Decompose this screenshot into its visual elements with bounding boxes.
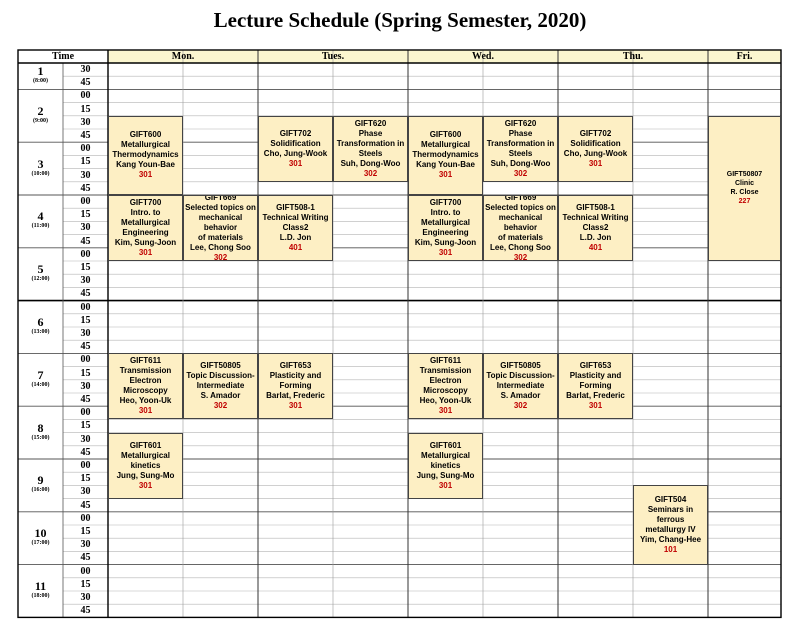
- course-block[interactable]: [258, 116, 333, 182]
- day-header-2: Wed.: [472, 51, 494, 62]
- course-block[interactable]: [108, 195, 183, 261]
- course-code: GIFT700: [429, 198, 462, 207]
- minute-label: 45: [80, 182, 91, 194]
- course-line: Topic Discussion-: [186, 371, 255, 381]
- hour-time: (15:00): [31, 434, 50, 441]
- minute-label: 15: [80, 262, 91, 273]
- minute-label: 15: [80, 314, 91, 326]
- hour-time: (11:00): [31, 223, 50, 230]
- course-line: Phase: [508, 128, 533, 138]
- course-block[interactable]: [483, 116, 558, 182]
- course-line: Suh, Dong-Woo: [490, 158, 551, 168]
- hour-time: (18:00): [31, 593, 50, 599]
- course-line: Clinic: [734, 180, 755, 188]
- course-line: Plasticity and: [269, 371, 322, 381]
- course-line: Cho, Jung-Wook: [263, 148, 328, 158]
- day-header-4: Fri.: [736, 51, 753, 62]
- course-line: Cho, Jung-Wook: [563, 148, 628, 158]
- course-line: Jung, Sung-Mo: [416, 470, 475, 480]
- course-line: S. Amador: [500, 391, 541, 401]
- course-code: GIFT700: [129, 198, 162, 207]
- course-line: Barlat, Frederic: [266, 391, 325, 401]
- minute-label: 30: [80, 275, 91, 287]
- minute-label: 30: [80, 328, 91, 339]
- course-line: metallurgy IV: [645, 524, 696, 534]
- course-line: Electron Microscopy: [423, 376, 468, 396]
- minute-label: 45: [80, 552, 91, 564]
- hour-number: 3: [37, 156, 44, 171]
- hour-label: [18, 369, 63, 389]
- course-code: GIFT601: [429, 440, 462, 450]
- minute-label: 45: [80, 394, 91, 405]
- course-room: 101: [663, 544, 678, 554]
- minute-label: 00: [80, 248, 91, 260]
- course-line: Selected topics on: [185, 203, 256, 212]
- minute-label: 30: [80, 539, 91, 551]
- day-header-3: Thu.: [622, 51, 644, 62]
- hour-number: 9: [37, 473, 44, 488]
- minute-label: 00: [80, 512, 91, 524]
- course-room: 301: [438, 480, 453, 490]
- hour-number: 11: [34, 579, 47, 593]
- minute-label: 45: [80, 605, 91, 617]
- hour-label: [18, 158, 63, 178]
- course-room: 227: [738, 198, 751, 206]
- minute-label: 15: [80, 209, 91, 221]
- course-code: GIFT600: [129, 130, 162, 140]
- course-block[interactable]: [708, 116, 781, 261]
- hour-time: (14:00): [31, 381, 50, 388]
- hour-label: [18, 527, 63, 547]
- minute-label: 30: [80, 222, 91, 234]
- course-line: mechanical behavior: [198, 213, 243, 232]
- course-line: Yim, Chang-Hee: [639, 534, 702, 544]
- course-block[interactable]: [483, 195, 558, 261]
- course-room: 301: [588, 158, 603, 168]
- course-line: Intro. to: [430, 208, 461, 217]
- course-line: kinetics: [130, 460, 161, 470]
- course-code: GIFT669: [504, 195, 537, 202]
- minute-label: 30: [80, 433, 91, 445]
- hour-number: 6: [37, 315, 44, 329]
- course-code: GIFT611: [129, 356, 162, 366]
- course-room: 401: [288, 243, 303, 252]
- course-room: 301: [438, 406, 453, 416]
- course-line: Plasticity and: [569, 371, 622, 381]
- minute-label: 00: [80, 565, 91, 577]
- course-line: Heo, Yoon-Uk: [119, 396, 172, 406]
- hour-label: [18, 580, 63, 600]
- day-header-1: Tues.: [321, 51, 345, 62]
- minute-label: 45: [80, 235, 91, 247]
- hour-number: 8: [37, 420, 44, 435]
- course-code: GIFT669: [204, 195, 237, 202]
- minute-label: 45: [80, 288, 91, 300]
- page-title: Lecture Schedule (Spring Semester, 2020): [213, 8, 587, 32]
- course-code: GIFT653: [579, 361, 612, 371]
- minute-label: 45: [80, 341, 91, 353]
- course-code: GIFT600: [429, 130, 462, 140]
- course-line: R. Close: [730, 189, 759, 197]
- course-line: Engineering: [122, 228, 169, 237]
- course-line: Kang Youn-Bae: [116, 160, 175, 170]
- hour-number: 1: [37, 64, 44, 79]
- course-block[interactable]: [408, 195, 483, 261]
- course-room: 301: [138, 170, 153, 180]
- course-block[interactable]: [108, 116, 183, 195]
- course-line: Intermediate: [196, 381, 245, 391]
- hour-time: (10:00): [31, 170, 50, 177]
- course-line: Technical Writing: [562, 213, 629, 222]
- course-line: Selected topics on: [485, 203, 556, 212]
- course-code: GIFT508-1: [276, 203, 315, 212]
- hour-label: [18, 263, 63, 283]
- hour-label: [18, 474, 63, 494]
- course-room: 301: [288, 401, 303, 411]
- course-room: 301: [438, 248, 453, 257]
- hour-number: 5: [37, 262, 44, 277]
- course-line: Steels: [358, 148, 383, 158]
- course-code: GIFT50807: [726, 171, 763, 179]
- minute-label: 30: [80, 380, 91, 392]
- course-line: Heo, Yoon-Uk: [419, 396, 472, 406]
- course-code: GIFT504: [654, 494, 687, 504]
- course-block[interactable]: [183, 195, 258, 261]
- course-line: Metallurgical: [121, 450, 170, 460]
- course-line: mechanical behavior: [498, 213, 543, 232]
- course-code: GIFT508-1: [576, 203, 615, 212]
- course-block[interactable]: [258, 195, 333, 261]
- hour-number: 4: [37, 209, 44, 224]
- course-line: Steels: [508, 148, 533, 158]
- course-code: GIFT653: [279, 361, 312, 371]
- minute-label: 30: [80, 116, 91, 128]
- course-block[interactable]: [183, 353, 258, 419]
- hour-number: 10: [34, 526, 47, 541]
- course-line: Kim, Sung-Joon: [414, 238, 477, 247]
- course-block[interactable]: [633, 485, 708, 564]
- course-line: Technical Writing: [262, 213, 329, 222]
- course-line: Metallurgical: [421, 140, 470, 150]
- course-line: Transmission: [119, 366, 172, 376]
- course-block[interactable]: [108, 353, 183, 419]
- course-line: Suh, Dong-Woo: [340, 158, 401, 168]
- minute-label: 15: [80, 103, 91, 115]
- minute-label: 15: [80, 473, 91, 485]
- course-line: Engineering: [422, 228, 469, 237]
- course-room: 401: [588, 243, 603, 252]
- course-line: Solidification: [570, 138, 621, 148]
- course-block[interactable]: [558, 116, 633, 182]
- minute-label: 30: [80, 64, 91, 75]
- minute-label: 30: [80, 592, 91, 603]
- minute-label: 15: [80, 367, 91, 379]
- minute-label: 00: [80, 301, 91, 313]
- course-room: 302: [213, 253, 228, 261]
- course-line: Jung, Sung-Mo: [116, 470, 175, 480]
- course-room: 301: [588, 401, 603, 411]
- course-line: Lee, Chong Soo: [490, 243, 551, 252]
- course-room: 302: [513, 401, 528, 411]
- course-line: Kim, Sung-Joon: [114, 238, 177, 247]
- course-line: Transformation in: [336, 138, 405, 148]
- course-block[interactable]: [408, 116, 483, 195]
- course-block[interactable]: [258, 353, 333, 419]
- minute-label: 30: [80, 169, 91, 181]
- course-line: Intro. to: [130, 208, 161, 217]
- course-room: 301: [288, 158, 303, 168]
- time-header: Time: [51, 51, 75, 62]
- course-block[interactable]: [333, 116, 408, 182]
- minute-label: 00: [80, 354, 91, 366]
- minute-label: 00: [80, 143, 91, 155]
- course-line: Intermediate: [496, 381, 545, 391]
- hour-time: (9:00): [33, 117, 48, 124]
- course-line: Class2: [582, 223, 609, 232]
- course-code: GIFT601: [129, 440, 162, 450]
- hour-time: (8:00): [33, 78, 48, 85]
- course-room: 301: [138, 406, 153, 416]
- course-code: GIFT702: [279, 128, 312, 138]
- minute-label: 45: [80, 77, 91, 89]
- course-block[interactable]: [558, 195, 633, 261]
- course-block[interactable]: [408, 433, 483, 499]
- day-header-0: Mon.: [171, 51, 195, 62]
- course-line: Phase: [358, 128, 383, 138]
- course-line: Metallurgical: [121, 218, 170, 227]
- course-block[interactable]: [558, 353, 633, 419]
- hour-label: [18, 105, 63, 125]
- hour-label: [18, 65, 63, 85]
- course-room: 301: [438, 170, 453, 180]
- course-line: Thermodynamics: [112, 150, 179, 160]
- course-room: 301: [138, 248, 153, 257]
- hour-label: [18, 210, 63, 230]
- minute-label: 15: [80, 420, 91, 432]
- hour-time: (12:00): [31, 276, 50, 283]
- course-room: 302: [213, 401, 228, 411]
- minute-label: 45: [80, 499, 91, 511]
- minute-label: 00: [80, 407, 91, 419]
- minute-label: 00: [80, 90, 91, 102]
- course-line: Lee, Chong Soo: [190, 243, 251, 252]
- course-line: Class2: [282, 223, 309, 232]
- course-line: kinetics: [430, 460, 461, 470]
- course-block[interactable]: [483, 353, 558, 419]
- course-line: of materials: [498, 233, 543, 242]
- course-line: Solidification: [270, 138, 321, 148]
- hour-time: (17:00): [31, 540, 50, 547]
- course-line: L.D. Jon: [579, 233, 612, 242]
- course-code: GIFT50805: [500, 361, 541, 371]
- hour-time: (13:00): [31, 329, 50, 335]
- course-line: Metallurgical: [421, 218, 470, 227]
- hour-label: [18, 316, 63, 336]
- course-block[interactable]: [408, 353, 483, 419]
- course-room: 301: [138, 480, 153, 490]
- course-code: GIFT620: [504, 118, 537, 128]
- minute-label: 00: [80, 460, 91, 471]
- course-room: 302: [513, 253, 528, 261]
- minute-label: 30: [80, 486, 91, 498]
- hour-label: [18, 422, 63, 442]
- course-line: of materials: [198, 233, 243, 242]
- hour-number: 7: [37, 367, 44, 382]
- course-line: Forming: [579, 381, 612, 391]
- course-line: Seminars in ferrous: [647, 504, 694, 524]
- course-line: Kang Youn-Bae: [416, 160, 475, 170]
- course-code: GIFT611: [429, 356, 462, 366]
- course-line: Forming: [279, 381, 312, 391]
- course-code: GIFT50805: [200, 361, 241, 371]
- hour-time: (16:00): [31, 487, 50, 494]
- minute-label: 15: [80, 156, 91, 168]
- course-line: Transformation in: [486, 138, 555, 148]
- minute-label: 15: [80, 526, 91, 537]
- minute-label: 45: [80, 446, 91, 458]
- course-line: Topic Discussion-: [486, 371, 555, 381]
- hour-number: 2: [37, 103, 44, 118]
- course-code: GIFT620: [354, 118, 387, 128]
- course-line: Barlat, Frederic: [566, 391, 625, 401]
- minute-label: 00: [80, 196, 91, 207]
- course-line: Metallurgical: [121, 140, 170, 150]
- course-line: L.D. Jon: [279, 233, 312, 242]
- minute-label: 45: [80, 130, 91, 141]
- course-line: Transmission: [419, 366, 472, 376]
- course-code: GIFT702: [579, 128, 612, 138]
- course-line: S. Amador: [200, 391, 241, 401]
- minute-label: 15: [80, 578, 91, 590]
- course-line: Thermodynamics: [412, 150, 479, 160]
- course-room: 302: [513, 168, 528, 178]
- course-line: Electron Microscopy: [123, 376, 168, 396]
- course-room: 302: [363, 168, 378, 178]
- course-line: Metallurgical: [421, 450, 470, 460]
- course-block[interactable]: [108, 433, 183, 499]
